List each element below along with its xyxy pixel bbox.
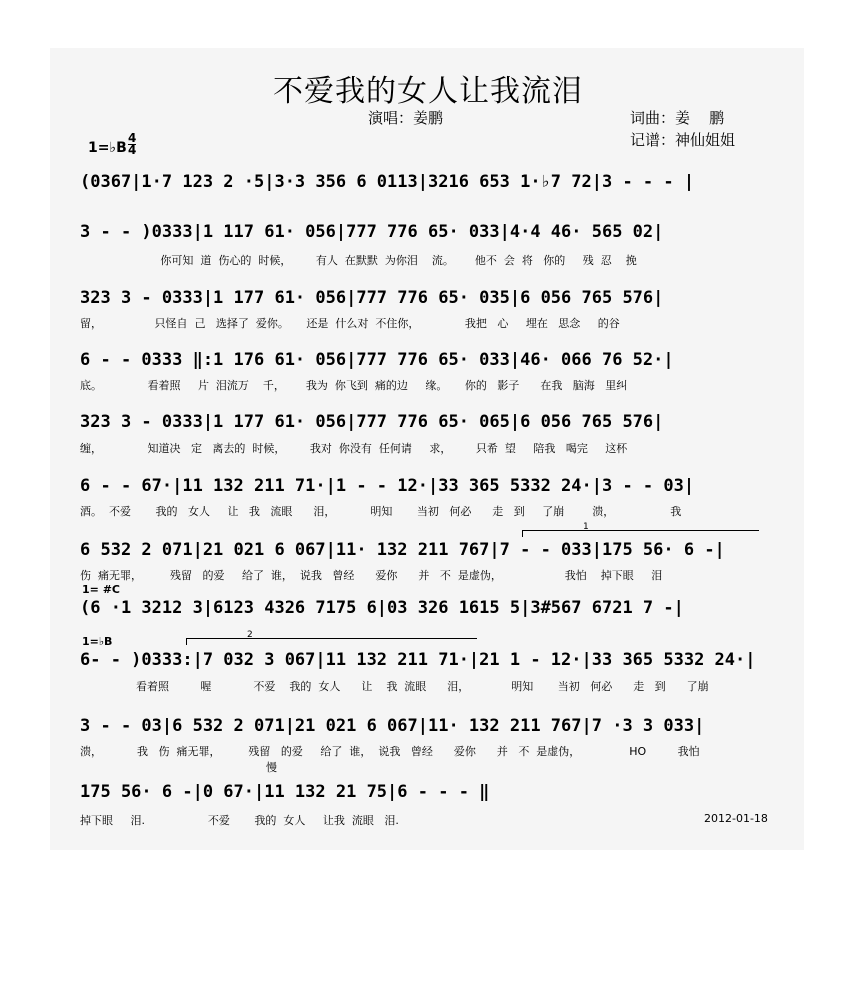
tempo-note: 慢 bbox=[266, 761, 277, 774]
lyric-row-10: 溃， 我 伤 痛无罪， 残留 的爱 给了 谁， 说我 曾经 爱你 并 不 是虚伪， HO 我怕 bbox=[80, 745, 700, 758]
lyric-row-7: 伤 痛无罪， 残留 的爱 给了 谁， 说我 曾经 爱你 并 不 是虚伪， 我怕 掉下眼 泪 bbox=[80, 569, 663, 582]
key-change-2: 1=♭B bbox=[82, 635, 113, 648]
notation-row-2: 3 - - )0333|1 117 61· 056|777 776 65· 033|4·4 46· 565 02| bbox=[80, 222, 664, 242]
time-signature-bottom: 4 bbox=[128, 143, 137, 157]
volta-2-label: 2 bbox=[247, 630, 253, 640]
notation-row-1: (0367|1·7 123 2 ·5|3·3 356 6 0113|3216 653 1·♭7 72|3 - - - | bbox=[80, 172, 695, 192]
notation-row-9: 6- - )0333:|7 032 3 067|11 132 211 71·|21 1 - 12·|33 365 5332 24·| bbox=[80, 650, 756, 670]
time-signature bbox=[128, 133, 136, 156]
lyric-row-9: 看着照 喔 不爱 我的 女人 让 我 流眼 泪， 明知 当初 何必 走 到 了崩 bbox=[80, 680, 709, 693]
notation-row-4: 6 - - 0333 ‖:1 176 61· 056|777 776 65· 033|46· 066 76 52·| bbox=[80, 350, 674, 370]
volta-bracket-1 bbox=[522, 522, 759, 537]
notation-row-10: 3 - - 03|6 532 2 071|21 021 6 067|11· 132 211 767|7 ·3 3 033| bbox=[80, 716, 705, 736]
transcriber-credit: 记谱：神仙姐姐 bbox=[630, 131, 736, 149]
lyric-row-3: 留， 只怪自 己 选择了 爱你。 还是 什么对 不住你， 我把 心 埋在 思念 的谷 bbox=[80, 317, 620, 330]
song-title: 不爱我的女人让我流泪 bbox=[273, 74, 583, 109]
transcription-date: 2012-01-18 bbox=[704, 812, 768, 825]
lyric-row-5: 缠， 知道决 定 离去的 时候， 我对 你没有 任何请 求， 只希 望 陪我 喝完 这杯 bbox=[80, 442, 628, 455]
notation-row-8: (6 ·1 3212 3|6123 4326 7175 6|03 326 1615 5|3#567 6721 7 -| bbox=[80, 598, 684, 618]
notation-row-11: 175 56· 6 -|0 67·|11 132 21 75|6 - - - ‖ bbox=[80, 782, 490, 802]
singer-credit: 演唱：姜鹏 bbox=[368, 109, 444, 127]
time-signature-top: 4 bbox=[128, 131, 137, 145]
lyric-row-11: 掉下眼 泪. 不爱 我的 女人 让我 流眼 泪. bbox=[80, 814, 399, 827]
credits-block bbox=[630, 107, 735, 151]
notation-row-7: 6 532 2 071|21 021 6 067|11· 132 211 767|7 - - 033|175 56· 6 -| bbox=[80, 540, 725, 560]
volta-1-label: 1 bbox=[583, 522, 589, 532]
key-signature: 1=♭B bbox=[88, 140, 127, 156]
notation-row-3: 323 3 - 0333|1 177 61· 056|777 776 65· 035|6 056 765 576| bbox=[80, 288, 664, 308]
lyric-row-2: 你可知 道 伤心的 时候， 有人 在默默 为你泪 流。 他不 会 将 你的 残 忍 挽 bbox=[80, 254, 637, 267]
notation-row-5: 323 3 - 0333|1 177 61· 056|777 776 65· 065|6 056 765 576| bbox=[80, 412, 664, 432]
notation-row-6: 6 - - 67·|11 132 211 71·|1 - - 12·|33 365 5332 24·|3 - - 03| bbox=[80, 476, 695, 496]
lyric-row-4: 底。 看着照 片 泪流万 千， 我为 你飞到 痛的边 缘。 你的 影子 在我 脑海 里纠 bbox=[80, 379, 628, 392]
volta-bracket-2 bbox=[186, 630, 477, 645]
key-change-1: 1= #C bbox=[82, 583, 120, 596]
composer-credit: 词曲：姜 鹏 bbox=[630, 109, 725, 127]
lyric-row-6: 酒。 不爱 我的 女人 让 我 流眼 泪， 明知 当初 何必 走 到 了崩 溃， 我 bbox=[80, 505, 682, 518]
